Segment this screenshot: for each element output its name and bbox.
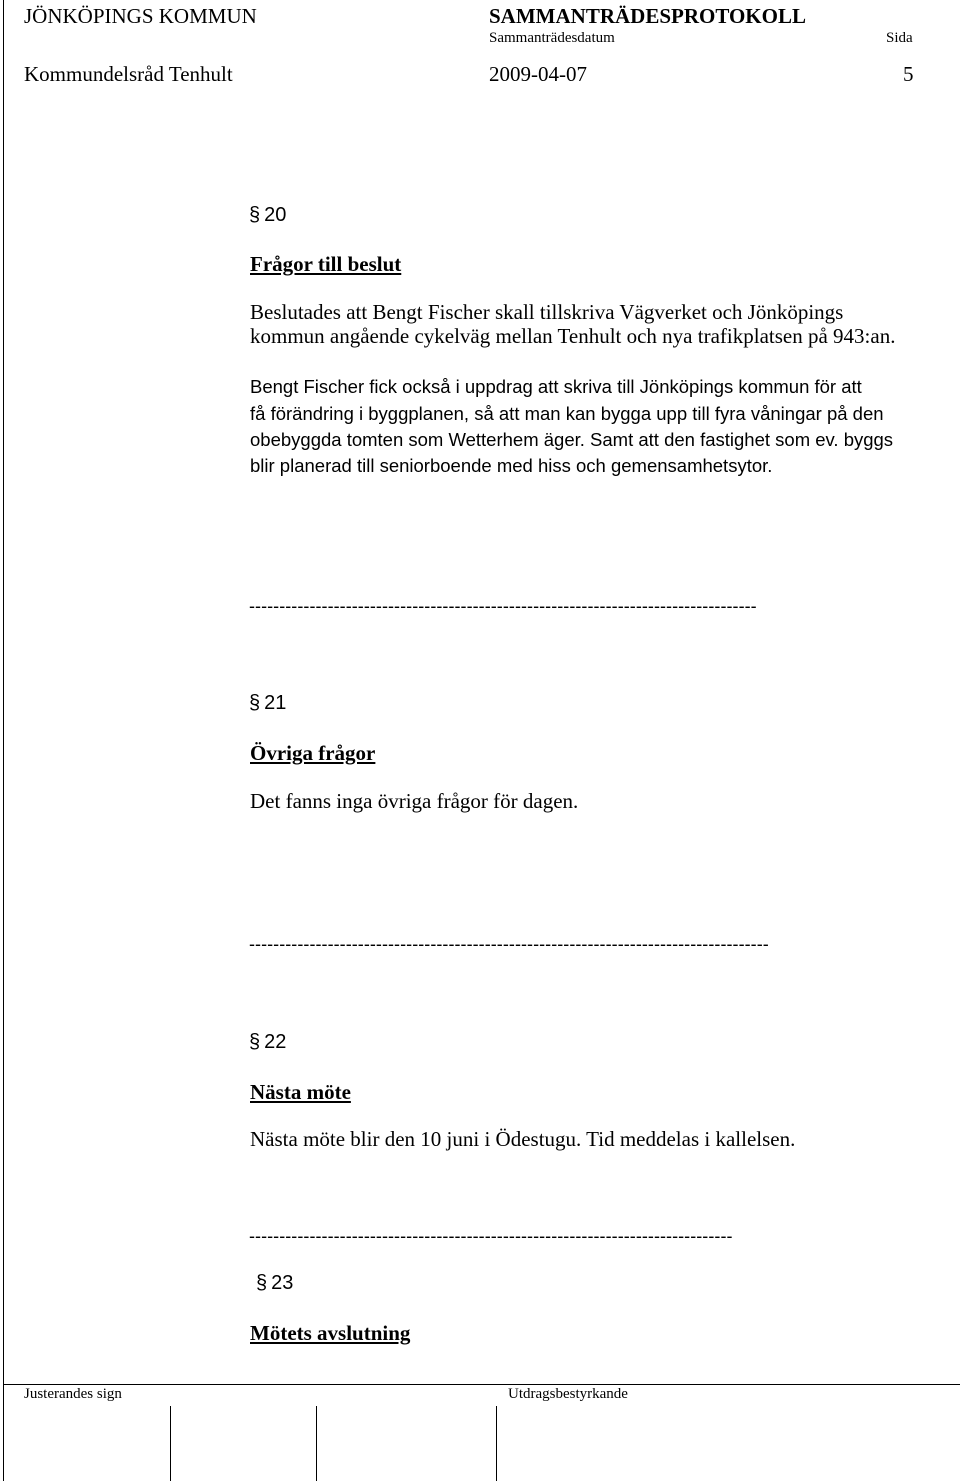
- paragraph-line: kommun angående cykelväg mellan Tenhult och nya trafikplatsen på 943:an.: [250, 324, 896, 348]
- paragraph-line: blir planerad till seniorboende med hiss och gemensamhetsytor.: [250, 455, 773, 476]
- section-22-heading: [249, 1031, 286, 1054]
- section-21-heading: [249, 692, 286, 715]
- separator-line: ------------------------------------------------------------------------------------: [249, 596, 757, 616]
- page-label: Sida: [886, 30, 913, 46]
- section-23-heading: [256, 1272, 293, 1295]
- section-number: 20: [264, 204, 287, 226]
- extract-certification-label: Utdragsbestyrkande: [508, 1386, 628, 1402]
- section-sign-icon: §: [249, 692, 261, 714]
- section-title: Nästa möte: [250, 1080, 351, 1104]
- section-text: Nästa möte blir den 10 juni i Ödestugu. Tid meddelas i kallelsen.: [250, 1127, 796, 1151]
- organization-name: JÖNKÖPINGS KOMMUN: [24, 4, 257, 28]
- meeting-date: 2009-04-07: [489, 62, 587, 86]
- separator-line: --------------------------------------------------------------------------------: [249, 1226, 733, 1246]
- signature-label: Justerandes sign: [24, 1386, 122, 1402]
- paragraph-line: obebyggda tomten som Wetterhem äger. Samt att den fastighet som ev. byggs: [250, 429, 894, 450]
- section-number: 21: [264, 692, 287, 714]
- paragraph-line: Beslutades att Bengt Fischer skall tillskriva Vägverket och Jönköpings: [250, 300, 844, 324]
- signature-box-divider: [170, 1406, 171, 1481]
- section-20-heading: [249, 204, 286, 227]
- section-text: Det fanns inga övriga frågor för dagen.: [250, 789, 579, 813]
- meeting-date-label: Sammanträdesdatum: [489, 30, 615, 46]
- paragraph-line: få förändring i byggplanen, så att man kan bygga upp till fyra våningar på den: [250, 403, 884, 424]
- page-left-border: [3, 0, 4, 1481]
- footer-top-rule: [3, 1384, 960, 1385]
- separator-line: --------------------------------------------------------------------------------------: [249, 934, 769, 954]
- page-number: 5: [903, 62, 914, 86]
- section-title: Övriga frågor: [250, 741, 376, 765]
- section-number: 23: [271, 1272, 294, 1294]
- section-sign-icon: §: [256, 1272, 268, 1294]
- section-title: Frågor till beslut: [250, 252, 402, 276]
- signature-box-divider: [316, 1406, 317, 1481]
- paragraph-line: Bengt Fischer fick också i uppdrag att skriva till Jönköpings kommun för att: [250, 376, 862, 397]
- section-sign-icon: §: [249, 204, 261, 226]
- section-title: Mötets avslutning: [250, 1321, 411, 1345]
- section-sign-icon: §: [249, 1031, 261, 1053]
- council-name: Kommundelsråd Tenhult: [24, 62, 233, 86]
- section-number: 22: [264, 1031, 287, 1053]
- document-title: SAMMANTRÄDESPROTOKOLL: [489, 4, 806, 28]
- signature-box-divider: [496, 1406, 497, 1481]
